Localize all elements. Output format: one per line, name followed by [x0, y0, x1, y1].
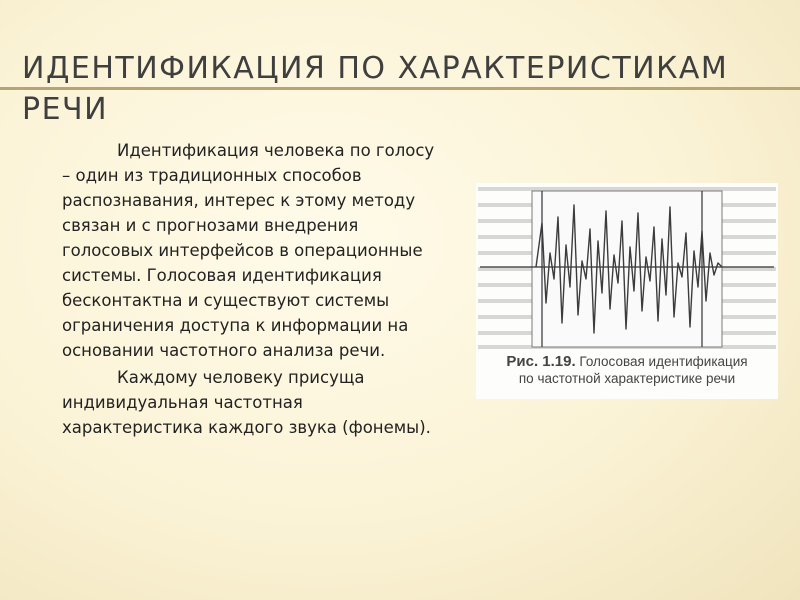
- paragraph-1: Идентификация человека по голосу – один из традиционных способов распознавания, интерес к этому методу связан и с прогнозами внедрения голосовых интерфейсов в операционные системы. Голосовая идентификация бесконтактна и существуют системы ограничения доступа к информации на основании частотного анализа речи.: [62, 141, 435, 360]
- paragraph-2: Каждому человеку присуща индивидуальная частотная характеристика каждого звука (фонемы).: [62, 368, 431, 437]
- caption-line-2: по частотной характеристике речи: [518, 371, 736, 386]
- figure-label: Рис. 1.19.: [506, 353, 576, 370]
- figure-caption: [476, 353, 778, 387]
- body-text: [62, 138, 444, 442]
- caption-line-1: Голосовая идентификация: [579, 354, 748, 369]
- slide-title: ИДЕНТИФИКАЦИЯ ПО ХАРАКТЕРИСТИКАМ РЕЧИ: [22, 51, 729, 127]
- title-divider: [0, 87, 800, 90]
- waveform-image: [476, 183, 778, 353]
- figure-voice-waveform: [476, 183, 778, 399]
